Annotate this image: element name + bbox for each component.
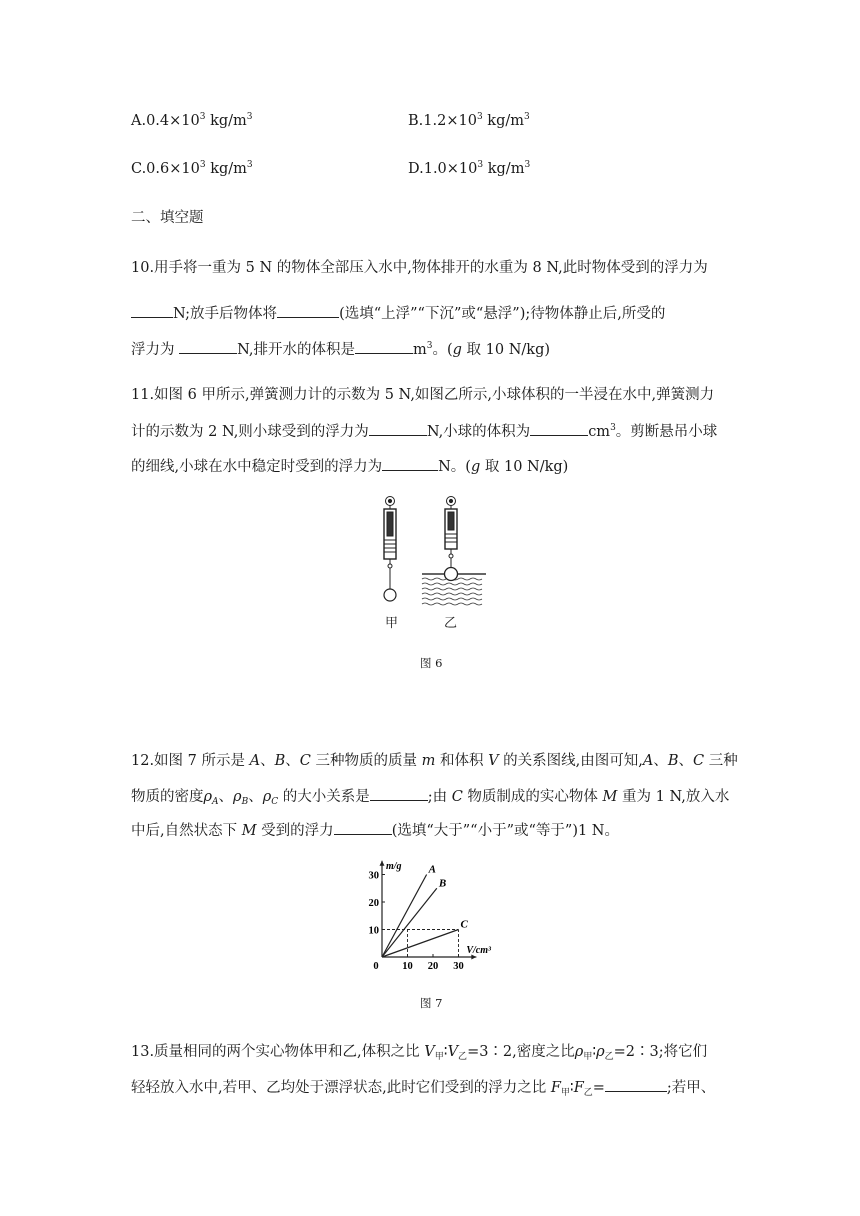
q11-line1: 11.如图 6 甲所示,弹簧测力计的示数为 5 N,如图乙所示,小球体积的一半浸在水中,弹簧测力 [131,387,715,403]
q11-line3: 的细线,小球在水中稳定时受到的浮力为 N。(g 取 10 N/kg) [131,456,568,477]
series-label-a: A [428,863,436,876]
y-tick-label: 30 [368,870,379,882]
figure-caption-6: 图 6 [420,656,443,670]
series-line-a [382,875,427,958]
y-axis-label: m/g [386,860,402,872]
answer-blank[interactable] [355,339,413,354]
option-c: $C.0.6\times 10^3$ $kg/m^3$ [131,160,253,177]
series-label-c: C [460,918,468,931]
answer-blank[interactable] [334,820,392,835]
answer-blank[interactable] [179,339,237,354]
x-tick-label: 0 [373,961,379,972]
q12-line1: 12.如图 7 所示是 A、B、C 三种物质的质量 m 和体积 V 的关系图线,由图可知,A、B、C 三种 [131,753,738,769]
q13-line1: 13.质量相同的两个实心物体甲和乙,体积之比 $V_甲∶V_乙=3∶2$,密度之比$\rho_甲∶\rho_乙=2∶3$;将它们 [131,1044,708,1062]
q10-line1: 10.用手将一重为 5 N 的物体全部压入水中,物体排开的水重为 8 N,此时物体受到的浮力为 [131,260,708,276]
answer-blank[interactable] [382,456,438,471]
x-axis-label: V/cm³ [466,945,492,956]
answer-blank[interactable] [369,421,427,436]
answer-blank[interactable] [370,786,428,801]
ball [445,568,458,581]
x-tick-label: 10 [402,961,413,972]
section-title: 二、填空题 [131,210,204,226]
answer-blank[interactable] [530,421,588,436]
q13-line2: 轻轻放入水中,若甲、乙均处于漂浮状态,此时它们受到的浮力之比 $F_甲∶F_乙=$ ;若甲、 [131,1077,715,1103]
answer-blank[interactable] [131,303,173,318]
y-axis-arrow [380,861,385,866]
spring-scale-right [445,497,457,569]
spring-scale-left [384,497,396,602]
option-a: $A.0.4\times 10^3$ $kg/m^3$ [131,112,253,129]
x-tick-label: 30 [453,961,464,972]
figure-label-yi: 乙 [444,616,458,631]
option-b: $B.1.2\times 10^3$ $kg/m^3$ [408,112,530,129]
q10-line3: 浮力为 N,排开水的体积是 $m^3$。(g 取 10 N/kg) [131,341,551,358]
x-tick-label: 20 [427,961,439,972]
y-tick-label: 10 [368,925,379,937]
q10-line2: N;放手后物体将 (选填“上浮”“下沉”或“悬浮”);待物体静止后,所受的 [131,303,665,324]
mass-volume-chart [360,850,500,975]
q12-line2: 物质的密度$\rho_A$、$\rho_B$、$\rho_C$ 的大小关系是 ;由 C 物质制成的实心物体 M 重为 1 N,放入水 [131,786,729,812]
y-tick-label: 20 [368,898,379,909]
q11-line2: 计的示数为 2 N,则小球受到的浮力为 N,小球的体积为 $cm^3$。剪断悬吊小球 [131,423,718,440]
q12-line3: 中后,自然状态下 M 受到的浮力 (选填“大于”“小于”或“等于”)1 N。 [131,820,619,841]
answer-blank[interactable] [605,1077,667,1092]
answer-blank[interactable] [277,303,339,318]
series-label-b: B [438,877,447,890]
option-d: $D.1.0\times 10^3$ $kg/m^3$ [408,160,531,177]
figure-caption-7: 图 7 [420,996,443,1010]
spring-scale-figure [370,492,490,632]
figure-label-jia: 甲 [385,616,399,631]
